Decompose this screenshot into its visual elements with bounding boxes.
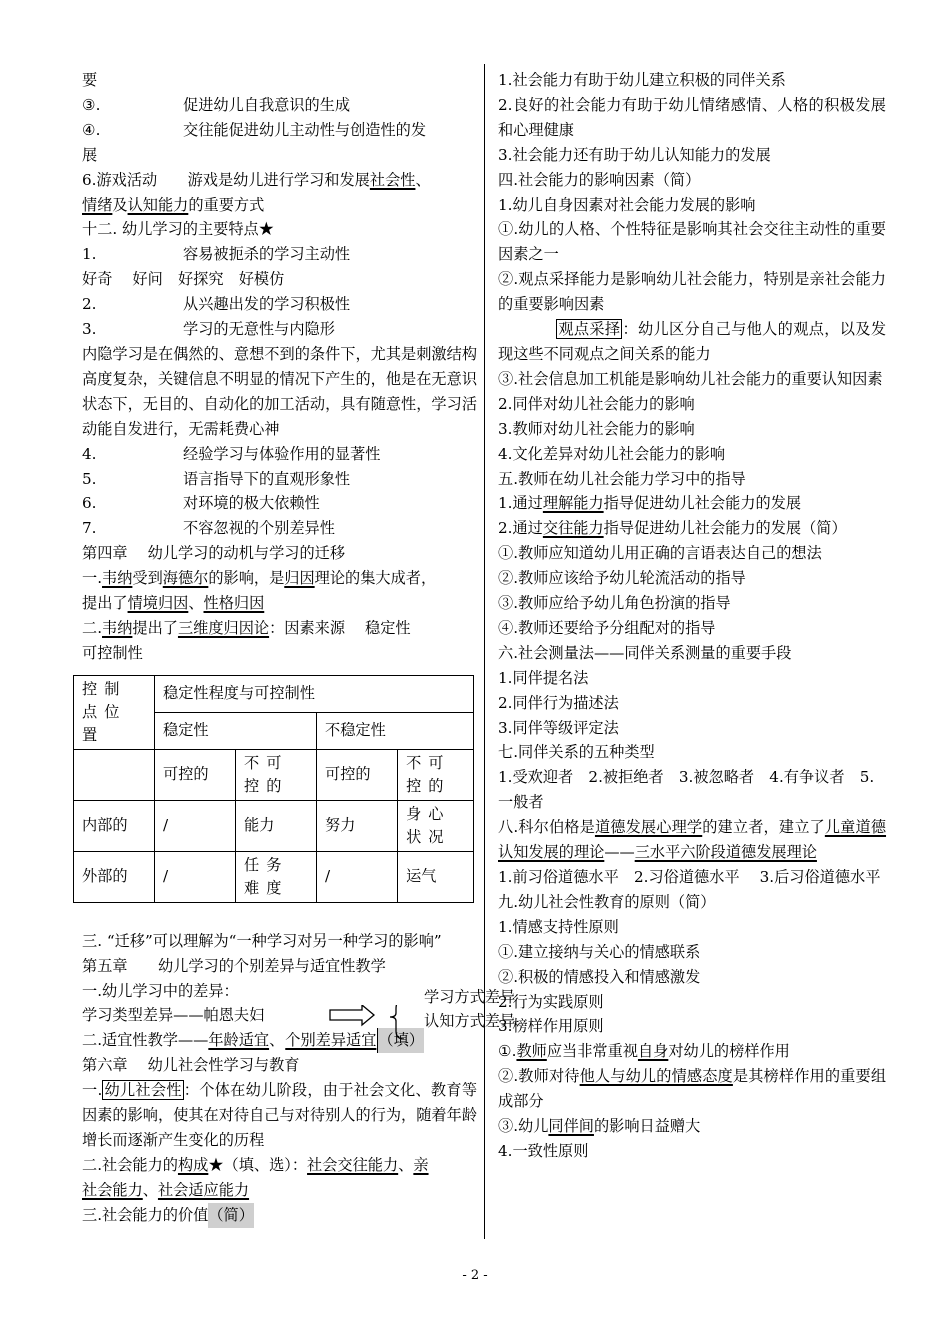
paragraph: ①.幼儿的人格、个性特征是影响其社会交往主动性的重要因素之一: [498, 220, 886, 264]
section-heading: 六.社会测量法——同伴关系测量的重要手段: [498, 643, 792, 662]
text-line: 3.社会能力还有助于幼儿认知能力的发展: [498, 145, 771, 164]
brace-labels: 学习方式差异 认知方式差异: [424, 988, 516, 1031]
chapter-heading: 第五章 幼儿学习的个别差异与适宜性教学: [82, 956, 386, 975]
text-line: 4.一致性原则: [498, 1141, 589, 1160]
text-line: 可控制性: [82, 643, 143, 662]
text-line: 要: [82, 71, 98, 89]
text-line: 3.同伴等级评定法: [498, 718, 619, 737]
text-line: 二. 韦纳 提出了 三维度归因论 ：因素来源 稳定性: [82, 618, 411, 637]
paragraph: 内隐学习是在偶然的、意想不到的条件下，尤其是刺激结构高度复杂，关键信息不明显的情况下产生的，他是在无意识状态下，无目的、自动化的加工活动，具有随意性，学习活动能自发进行，无需耗费心神: [82, 344, 477, 438]
table-cell: 努力: [317, 800, 398, 851]
text-line: 2.同伴行为描述法: [498, 693, 619, 712]
section-heading: 十二. 幼儿学习的主要特点★: [82, 220, 274, 239]
text-line: 3.榜样作用原则: [498, 1017, 604, 1036]
section-heading: 九.幼儿社会性教育的原则（简）: [498, 892, 716, 911]
list-item: 5. 语言指导下的直观形象性: [82, 469, 351, 488]
text-line: 一. 韦纳 受到 海德尔 的影响，是 归因 理论的集大成者，: [82, 569, 437, 588]
heading-line: 6.游戏活动 游戏是幼儿进行学习和发展 社会性 、: [82, 170, 431, 189]
table-cell: 任务难度: [236, 851, 317, 902]
paragraph: 八.科尔伯格是道德发展心理学的建立者，建立了儿童道德认知发展的理论——三水平六阶段道德发展理论: [498, 818, 887, 862]
text-line: 学习类型差异——帕恩夫妇 学习方式差异 认知方式差异: [82, 1003, 477, 1028]
text-line: 情绪 及 认知能力 的重要方式: [82, 195, 265, 214]
paragraph: ②.教师对待他人与幼儿的情感态度是其榜样作用的重要组成部分: [498, 1067, 887, 1111]
text-line: 一.幼儿学习中的差异：: [82, 981, 239, 1000]
text-line: 4.文化差异对幼儿社会能力的影响: [498, 444, 726, 463]
text-line: 1.通过 理解能力 指导促进幼儿社会能力的发展: [498, 494, 802, 513]
table-cell: /: [155, 851, 236, 902]
paragraph: ③.社会信息加工机能是影响幼儿社会能力的重要认知因素: [498, 369, 883, 388]
list-item: 6. 对环境的极大依赖性: [82, 494, 320, 513]
table-cell: 可控的: [155, 749, 236, 800]
table-header-cell: 稳定性程度与可控制性: [155, 675, 474, 712]
column-divider: [484, 64, 485, 1239]
text-line: 2.同伴对幼儿社会能力的影响: [498, 394, 695, 413]
paragraph: 一. 幼儿社会性 ：个体在幼儿阶段，由于社会文化、教育等因素的影响，使其在对待自己与对待别人的行为，随着年龄增长而逐渐产生变化的历程: [82, 1081, 478, 1149]
list-item: ③. 促进幼儿自我意识的生成: [82, 95, 351, 114]
paragraph: 2.良好的社会能力有助于幼儿情绪感情、人格的积极发展和心理健康: [498, 95, 886, 139]
arrow-brace-icon: [328, 1005, 408, 1049]
section-heading: 七.同伴关系的五种类型: [498, 743, 655, 762]
text-line: 2.行为实践原则: [498, 992, 604, 1011]
text-line: ③.幼儿 同伴间 的影响日益赠大: [498, 1117, 701, 1136]
text-line: 展: [82, 145, 98, 164]
table-cell: 不可控的: [236, 749, 317, 800]
section-heading: 四.社会能力的影响因素（简）: [498, 170, 701, 189]
list-item: 2. 从兴趣出发的学习积极性: [82, 295, 351, 314]
list-item: ④. 交往能促进幼儿主动性与创造性的发: [82, 120, 426, 139]
text-line: 三.社会能力的价值 （简）: [82, 1203, 477, 1228]
text-line: 社会能力 、 社会适应能力: [82, 1180, 250, 1199]
list-item: 7. 不容忽视的个别差异性: [82, 519, 335, 538]
section-heading: 五.教师在幼儿社会能力学习中的指导: [498, 469, 746, 488]
table-cell: 身心状况: [398, 800, 474, 851]
text-line: ④.教师还要给予分组配对的指导: [498, 618, 716, 637]
list-item: 4. 经验学习与体验作用的显著性: [82, 444, 381, 463]
paragraph: 1.受欢迎者 2.被拒绝者 3.被忽略者 4.有争议者 5.一般者: [498, 768, 875, 812]
paragraph: 三. “迁移”可以理解为“一种学习对另一种学习的影响”: [82, 931, 442, 950]
text-line: 好奇 好问 好探究 好模仿: [82, 270, 285, 289]
list-item: 3. 学习的无意性与内隐形: [82, 320, 335, 339]
paragraph: ②.观点采择能力是影响幼儿社会能力，特别是亲社会能力的重要影响因素: [498, 270, 886, 314]
page-number: - 2 -: [462, 1268, 488, 1283]
table-header-cell: 不稳定性: [317, 712, 474, 749]
text-line: ②.积极的情感投入和情感激发: [498, 967, 701, 986]
attribution-table: [73, 675, 474, 903]
text-line: 提出了 情境归因 、 性格归因: [82, 594, 265, 613]
text-line: ①.建立接纳与关心的情感联系: [498, 942, 701, 961]
paragraph: 观点采择 ：幼儿区分自己与他人的观点，以及发现这些不同观点之间关系的能力: [498, 320, 887, 363]
text-line: 二.社会能力的 构成 ★（填、选）： 社会交往能力 、 亲: [82, 1155, 429, 1174]
left-column: [82, 68, 516, 1228]
table-header-cell: 控制点位置: [74, 675, 155, 749]
text-line: 3.教师对幼儿社会能力的影响: [498, 419, 695, 438]
table-cell: [74, 749, 155, 800]
text-line: 1.幼儿自身因素对社会能力发展的影响: [498, 195, 756, 214]
right-column: [498, 68, 886, 1164]
chapter-heading: 第四章 幼儿学习的动机与学习的迁移: [82, 544, 346, 563]
table-row-header: 内部的: [74, 800, 155, 851]
text-line: ①. 教师 应当非常重视 自身 对幼儿的榜样作用: [498, 1042, 790, 1061]
table-cell: 能力: [236, 800, 317, 851]
list-item: 1. 容易被扼杀的学习主动性: [82, 245, 351, 264]
table-cell: 可控的: [317, 749, 398, 800]
table-row-header: 外部的: [74, 851, 155, 902]
table-cell: /: [317, 851, 398, 902]
text-line: 1.情感支持性原则: [498, 917, 619, 936]
text-line: ②.教师应该给予幼儿轮流活动的指导: [498, 569, 746, 588]
chapter-heading: 第六章 幼儿社会性学习与教育: [82, 1056, 300, 1075]
text-line: ①.教师应知道幼儿用正确的言语表达自己的想法: [498, 544, 822, 563]
text-line: 1.同伴提名法: [498, 668, 589, 687]
text-line: 1.社会能力有助于幼儿建立积极的同伴关系: [498, 71, 786, 89]
table-cell: 不可控的: [398, 749, 474, 800]
table-header-cell: 稳定性: [155, 712, 317, 749]
paragraph: 1.前习俗道德水平 2.习俗道德水平 3.后习俗道德水平: [498, 868, 881, 886]
text-line: 二.适宜性教学—— 年龄适宜 、 个别差异适宜 （填）: [82, 1028, 477, 1053]
table-cell: 运气: [398, 851, 474, 902]
table-cell: /: [155, 800, 236, 851]
text-line: 2.通过 交往能力 指导促进幼儿社会能力的发展（简）: [498, 519, 847, 538]
text-line: ③.教师应给予幼儿角色扮演的指导: [498, 594, 731, 613]
